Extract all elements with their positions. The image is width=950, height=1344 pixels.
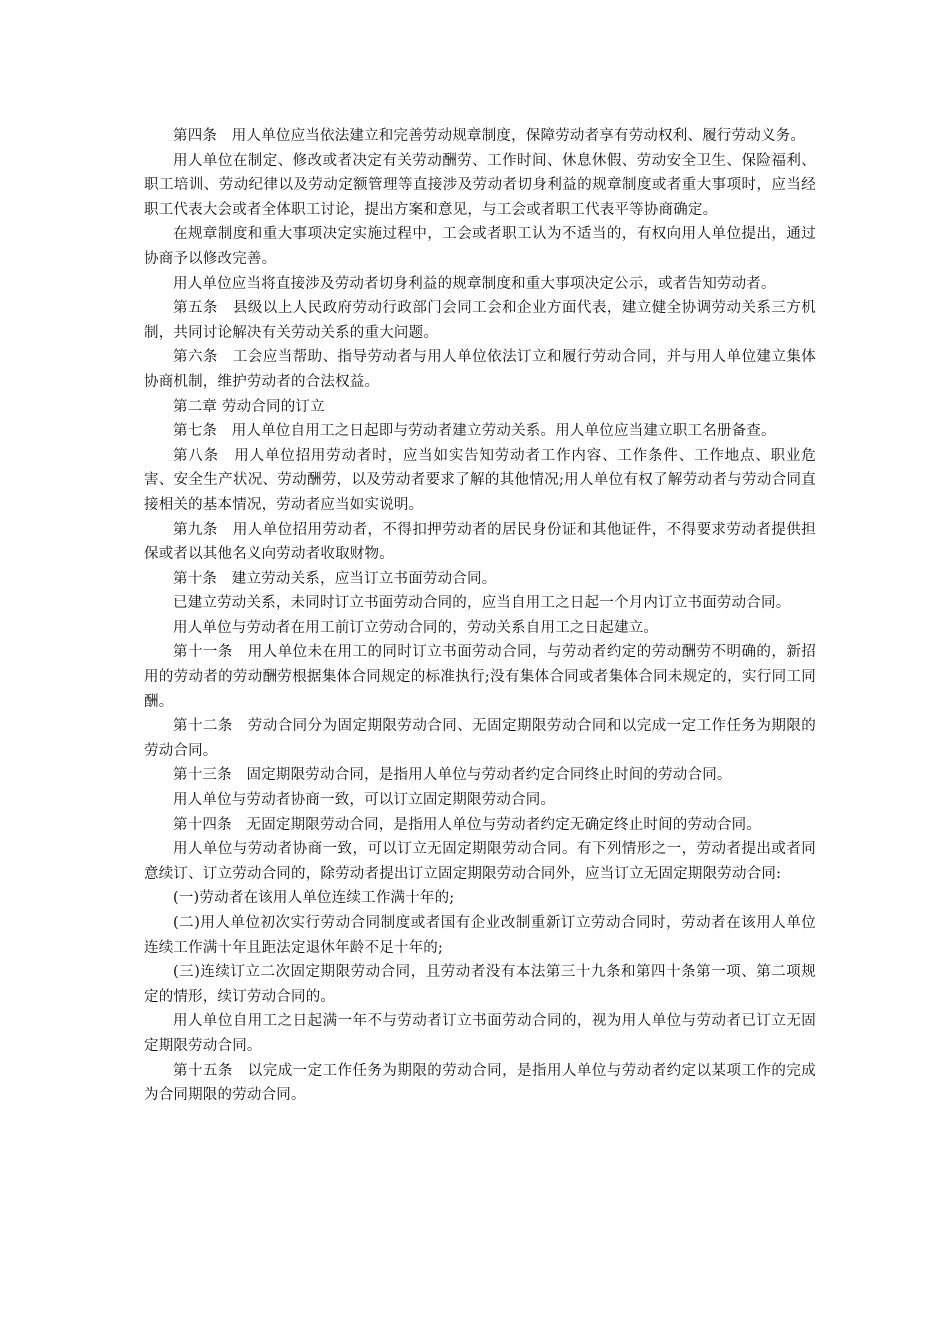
paragraph-article-4: 第四条 用人单位应当依法建立和完善劳动规章制度，保障劳动者享有劳动权利、履行劳动义务。 — [173, 128, 806, 144]
paragraph-article-15: 第十五条 以完成一定工作任务为期限的劳动合同，是指用人单位与劳动者约定以某项工作的完成为合同期限的劳动合同。 — [144, 1062, 816, 1104]
paragraph-pre-employment-contract: 用人单位与劳动者在用工前订立劳动合同的，劳动关系自用工之日起建立。 — [173, 619, 659, 636]
document-body — [144, 124, 816, 1108]
list-item-condition-3: (三)连续订立二次固定期限劳动合同，且劳动者没有本法第三十九条和第四十条第一项、第二项规定的情形，续订劳动合同的。 — [144, 964, 816, 1005]
paragraph-article-13: 第十三条 固定期限劳动合同，是指用人单位与劳动者约定合同终止时间的劳动合同。 — [173, 767, 732, 784]
paragraph-written-contract-deadline: 已建立劳动关系，未同时订立书面劳动合同的，应当自用工之日起一个月内订立书面劳动合同。 — [173, 595, 791, 612]
chapter-heading: 第二章 劳动合同的订立 — [173, 398, 325, 415]
paragraph-article-9: 第九条 用人单位招用劳动者，不得扣押劳动者的居民身份证和其他证件，不得要求劳动者提供担保或者以其他名义向劳动者收取财物。 — [144, 521, 816, 563]
paragraph-deemed-open-term: 用人单位自用工之日起满一年不与劳动者订立书面劳动合同的，视为用人单位与劳动者已订立无固定期限劳动合同。 — [144, 1013, 816, 1054]
paragraph-article-11: 第十一条 用人单位未在用工的同时订立书面劳动合同，与劳动者约定的劳动酬劳不明确的，新招用的劳动者的劳动酬劳根据集体合同规定的标准执行;没有集体合同或者集体合同未规定的，实行同工同酬。 — [144, 644, 816, 710]
paragraph-article-5: 第五条 县级以上人民政府劳动行政部门会同工会和企业方面代表，建立健全协调劳动关系三方机制，共同讨论解决有关劳动关系的重大问题。 — [144, 300, 816, 341]
list-item-condition-1: (一)劳动者在该用人单位连续工作满十年的; — [173, 890, 455, 907]
paragraph-article-7: 第七条 用人单位自用工之日起即与劳动者建立劳动关系。用人单位应当建立职工名册备查。 — [173, 423, 776, 440]
list-item-condition-2: (二)用人单位初次实行劳动合同制度或者国有企业改制重新订立劳动合同时，劳动者在该用人单位连续工作满十年且距法定退休年龄不足十年的; — [144, 915, 816, 956]
paragraph-rules-publication: 用人单位应当将直接涉及劳动者切身利益的规章制度和重大事项决定公示，或者告知劳动者。 — [173, 275, 776, 292]
paragraph-rules-revision: 在规章制度和重大事项决定实施过程中，工会或者职工认为不适当的，有权向用人单位提出，通过协商予以修改完善。 — [144, 226, 816, 267]
paragraph-article-10: 第十条 建立劳动关系，应当订立书面劳动合同。 — [173, 570, 497, 587]
paragraph-article-8: 第八条 用人单位招用劳动者时，应当如实告知劳动者工作内容、工作条件、工作地点、职业危害、安全生产状况、劳动酬劳，以及劳动者要求了解的其他情况;用人单位有权了解劳动者与劳动合同直接相关的基本情况，劳动者应当如实说明。 — [144, 447, 816, 513]
paragraph-article-12: 第十二条 劳动合同分为固定期限劳动合同、无固定期限劳动合同和以完成一定工作任务为期限的劳动合同。 — [144, 718, 816, 759]
paragraph-fixed-term-consensus: 用人单位与劳动者协商一致，可以订立固定期限劳动合同。 — [173, 792, 556, 809]
paragraph-article-6: 第六条 工会应当帮助、指导劳动者与用人单位依法订立和履行劳动合同，并与用人单位建立集体协商机制，维护劳动者的合法权益。 — [144, 349, 816, 390]
paragraph-article-14: 第十四条 无固定期限劳动合同，是指用人单位与劳动者约定无确定终止时间的劳动合同。 — [173, 816, 761, 833]
paragraph-rules-formulation: 用人单位在制定、修改或者决定有关劳动酬劳、工作时间、休息休假、劳动安全卫生、保险福利、职工培训、劳动纪律以及劳动定额管理等直接涉及劳动者切身利益的规章制度或者重大事项时，应当经职工代表大会或者全体职工讨论，提出方案和意见，与工会或者职工代表平等协商确定。 — [144, 152, 816, 218]
paragraph-open-term-conditions: 用人单位与劳动者协商一致，可以订立无固定期限劳动合同。有下列情形之一，劳动者提出或者同意续订、订立劳动合同的，除劳动者提出订立固定期限劳动合同外，应当订立无固定期限劳动合同: — [144, 841, 816, 882]
